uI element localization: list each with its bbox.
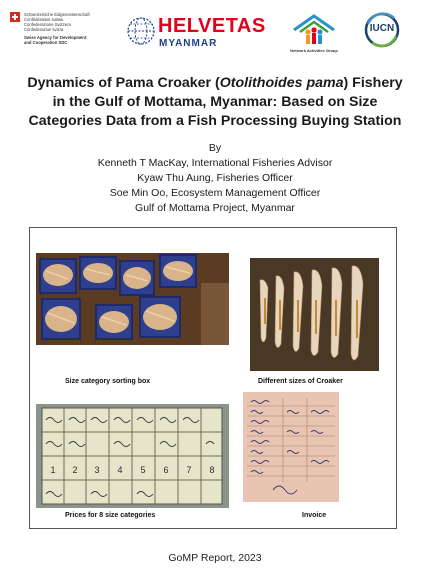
helvetas-logo [126,14,266,54]
iucn-text: IUCN [369,23,395,34]
helvetas-name: HELVETAS [158,15,266,37]
sorting-box-photo [36,253,229,345]
photo-figure-frame [29,227,397,529]
sdc-agency-text: Swiss Agency for Development and Cooperation SDC [24,35,87,45]
price-board-number: 1 [50,465,56,475]
species-name: Otolithoides pama [219,75,344,91]
price-board-number: 2 [72,465,78,475]
author-2: Kyaw Thu Aung, Fisheries Officer [137,172,293,184]
author-1: Kenneth T MacKay, International Fisheries Advisor [97,157,333,169]
invoice-photo [243,392,339,502]
caption-prices: Prices for 8 size categories [65,512,156,519]
nag-house-icon [286,12,342,48]
caption-sorting-box: Size category sorting box [65,378,151,385]
byline [20,141,410,216]
price-board-number: 3 [94,465,100,475]
price-board-number: 7 [186,465,192,475]
author-3: Soe Min Oo, Ecosystem Management Officer [109,187,321,199]
caption-croaker-sizes: Different sizes of Croaker [258,378,343,385]
byline-by: By [208,142,222,154]
price-board-number: 5 [140,465,146,475]
price-board-number: 8 [209,465,215,475]
project-affiliation: Gulf of Mottama Project, Myanmar [135,202,295,214]
nag-label: Network Activities Group [290,48,338,53]
report-footer: GoMP Report, 2023 [168,552,262,564]
price-board-number: 4 [117,465,123,475]
croaker-sizes-photo [250,258,379,371]
swiss-confederation-text: Schweizerische Eidgenossenschaft Confédération suisse Confederazione Svizzera Confederaziun svizra [24,12,90,32]
caption-invoice: Invoice [302,512,327,519]
nag-logo [286,12,342,56]
report-title: Dynamics of Pama Croaker (Otolithoides pama) Fishery in the Gulf of Mottama, Myanmar: Based on Size Categories Data from a Fish Processing Buying Station [27,75,403,129]
price-board-photo [36,404,229,508]
iucn-logo [364,12,400,48]
logo-bar [0,8,430,54]
helvetas-globe-icon [126,16,156,46]
helvetas-country: MYANMAR [159,38,218,49]
swiss-flag-icon [10,12,20,22]
price-board-number: 6 [163,465,169,475]
